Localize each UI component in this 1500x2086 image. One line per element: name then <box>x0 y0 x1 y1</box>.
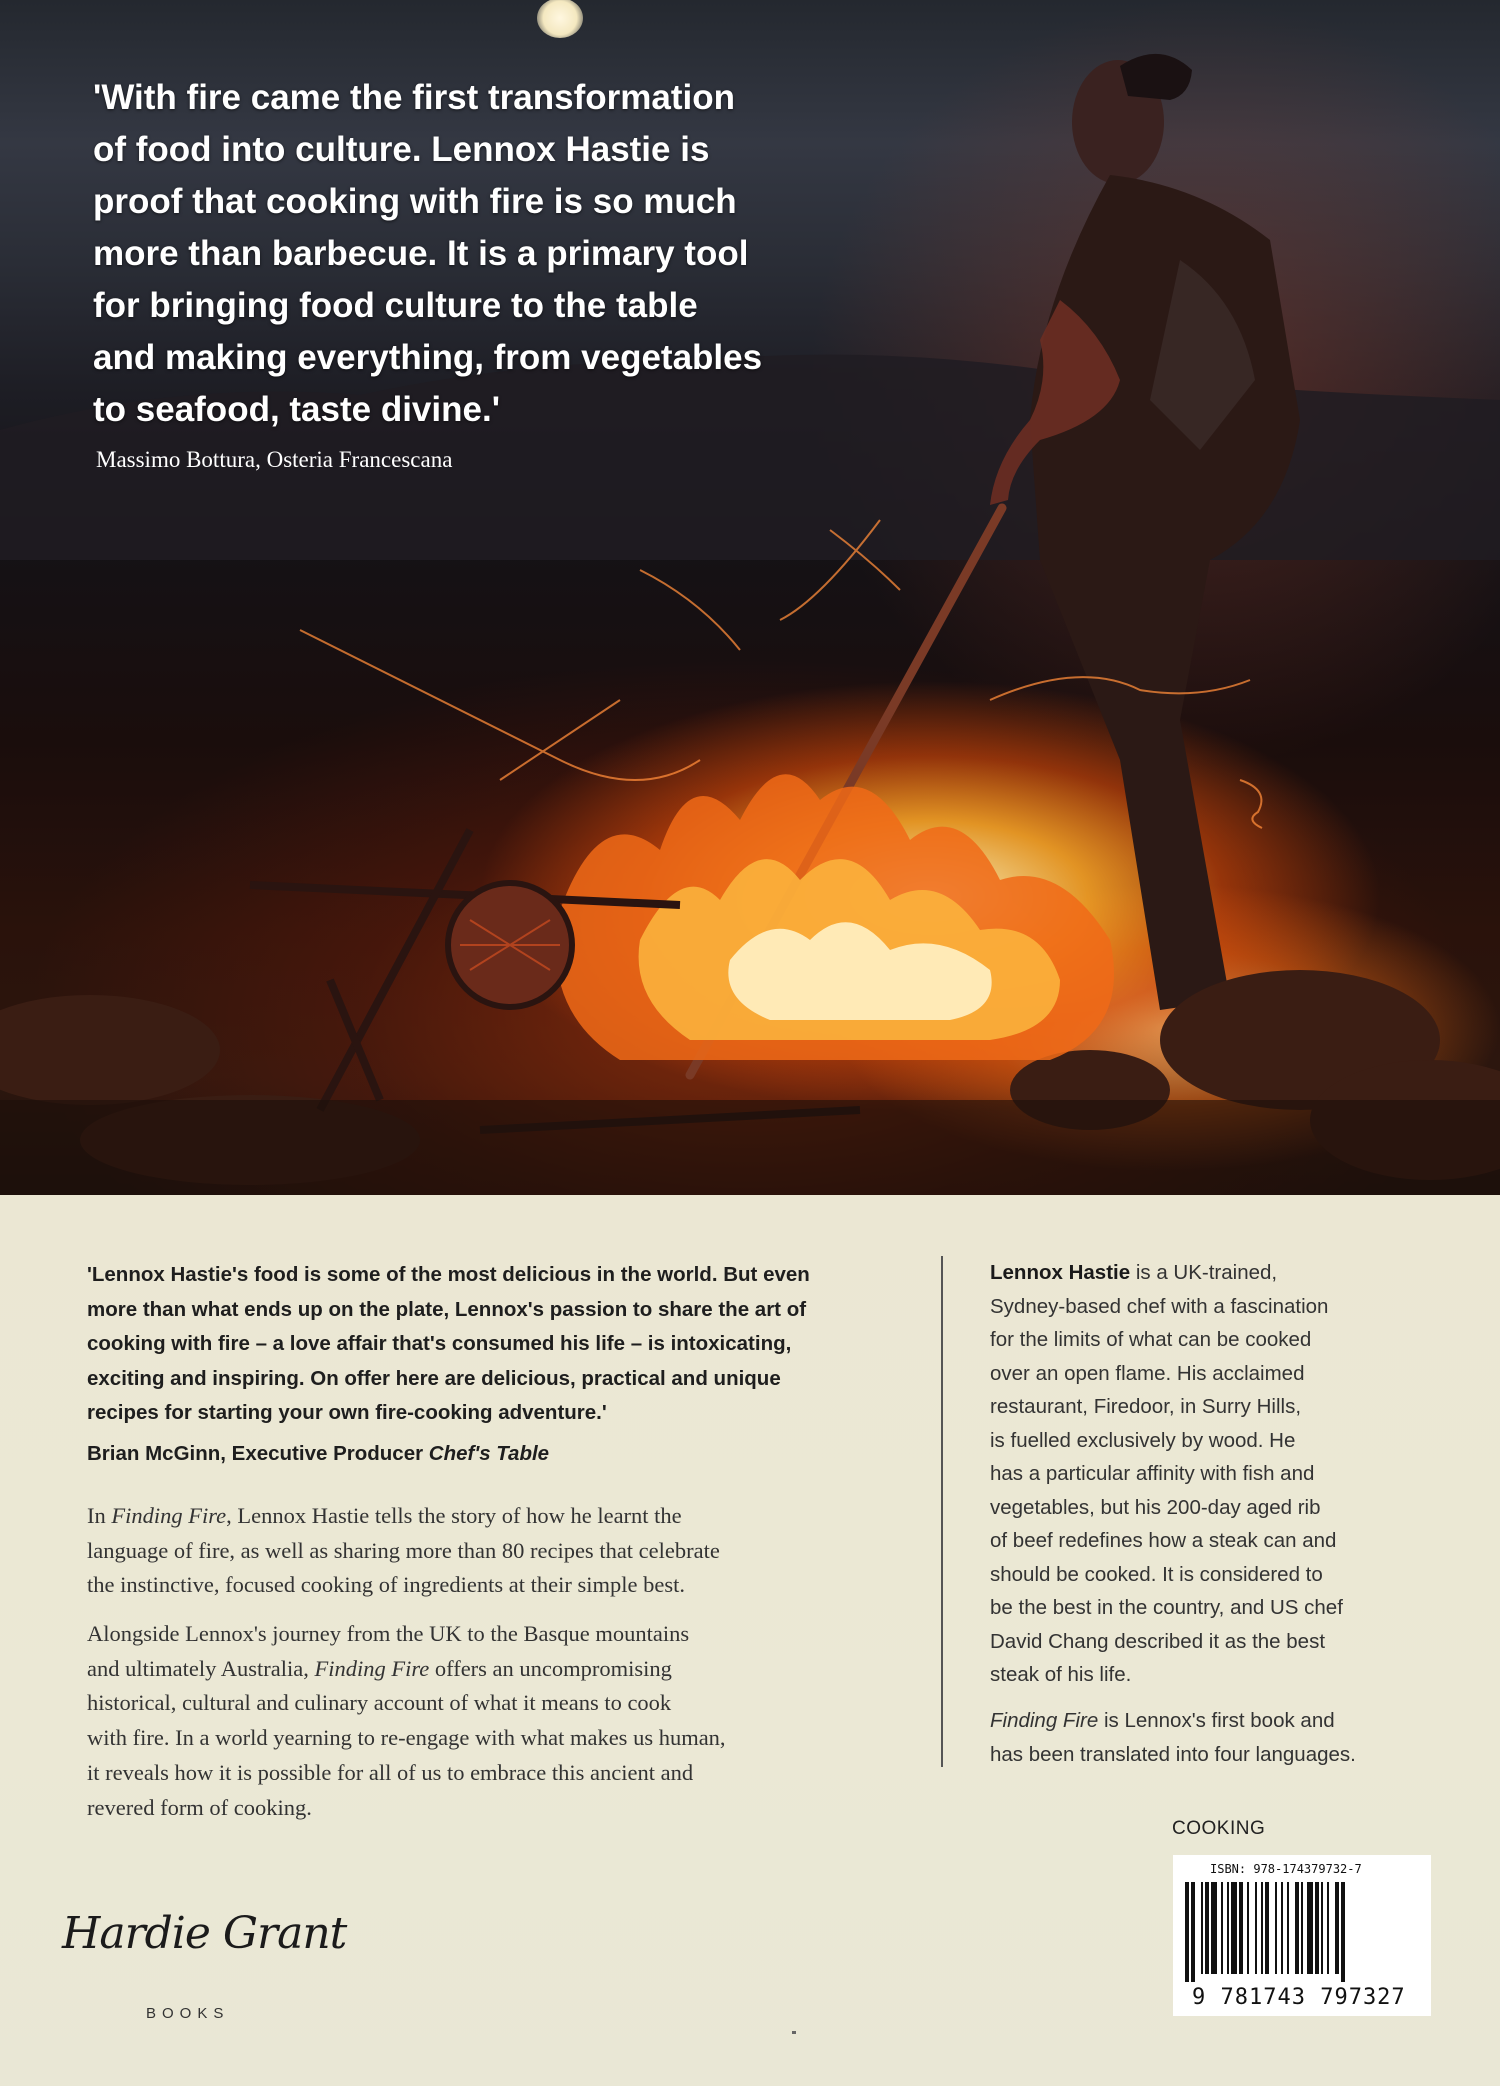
flames <box>556 774 1114 1060</box>
review-quote: 'Lennox Hastie's food is some of the most delicious in the world. But even more than what ends up on the plate, Lennox's passion to share the art of cooking with fire – a love affair that's consumed his life – is intoxicating, exciting and inspiring. On offer here are delicious, practical and unique recipes for starting your own fire-cooking adventure.' <box>87 1263 810 1424</box>
synopsis-2-rest: offers an uncompromising historical, cultural and culinary account of what it means to cook with fire. In a world yearning to re-engage with what makes us human, it reveals how it is possible for all of us to embrace this ancient and revered form of cooking. <box>87 1655 726 1820</box>
barcode-bar <box>1301 1882 1303 1974</box>
review-quote-attribution <box>87 1442 549 1466</box>
barcode-bar <box>1205 1882 1209 1974</box>
cover-quote: 'With fire came the first transformation of food into culture. Lennox Hastie is proof that cooking with fire is so much more than barbecue. It is a primary tool for bringing food culture to the table and making everything, from vegetables to seafood, taste divine.' <box>93 78 763 429</box>
print-dot <box>792 2031 796 2034</box>
barcode-bar <box>1315 1882 1319 1974</box>
embers <box>0 1100 1500 1195</box>
barcode-icon <box>1185 1882 1419 1982</box>
category-label: COOKING <box>1172 1818 1266 1839</box>
publisher-imprint: BOOKS <box>146 2005 230 2022</box>
synopsis-2-title: Finding Fire <box>314 1655 430 1681</box>
synopsis-2-prefix: Alongside Lennox's journey from the UK to the Basque mountains and ultimately Australia, <box>87 1621 690 1681</box>
barcode-bar <box>1307 1882 1313 1974</box>
barcode-bar <box>1191 1882 1195 1982</box>
synopsis-1-title: Finding Fire <box>111 1503 227 1528</box>
barcode-bar <box>1247 1882 1249 1974</box>
barcode-digits: 9 781743 797327 <box>1192 1985 1406 2010</box>
barcode-bar <box>1255 1882 1257 1974</box>
barcode-bar <box>1341 1882 1345 1982</box>
author-name: Lennox Hastie <box>990 1261 1131 1284</box>
barcode-bar <box>1275 1882 1277 1974</box>
synopsis-1-rest: , Lennox Hastie tells the story of how he learnt the language of fire, as well as sharing more than 80 recipes that celebrate the instinctive, focused cooking of ingredients at their simple best. <box>87 1503 720 1598</box>
column-divider <box>941 1256 943 1767</box>
synopsis-1-prefix: In <box>87 1503 112 1528</box>
attribution-name: Brian McGinn, Executive Producer <box>87 1442 429 1465</box>
cover-quote-attribution: Massimo Bottura, Osteria Francescana <box>96 447 453 472</box>
synopsis-paragraph-2 <box>87 1617 887 1825</box>
barcode-bar <box>1221 1882 1223 1974</box>
barcode-bar <box>1239 1882 1243 1974</box>
barcode-bar <box>1295 1882 1299 1974</box>
barcode-bar <box>1265 1882 1269 1974</box>
barcode-bar <box>1185 1882 1189 1982</box>
isbn-label: ISBN: 978-174379732-7 <box>1210 1862 1362 1876</box>
publisher-logo: Hardie Grant <box>62 1908 347 1959</box>
author-bio <box>990 1256 1450 1692</box>
barcode-bar <box>1335 1882 1339 1974</box>
barcode-bar <box>1261 1882 1263 1974</box>
author-bio-note <box>990 1704 1450 1771</box>
barcode-bar <box>1281 1882 1283 1974</box>
synopsis-paragraph-1 <box>87 1499 887 1603</box>
barcode-bar <box>1321 1882 1323 1974</box>
book-title: Finding Fire <box>990 1709 1099 1732</box>
barcode-bar <box>1201 1882 1203 1974</box>
barcode-bar <box>1231 1882 1237 1974</box>
barcode-bar <box>1287 1882 1289 1974</box>
attribution-show: Chef's Table <box>428 1442 550 1465</box>
barcode-bar <box>1211 1882 1217 1974</box>
author-bio-text: is a UK-trained, Sydney-based chef with a fascination for the limits of what can be cooked over an open flame. His acclaimed restaurant, Firedoor, in Surry Hills, is fuelled exclusively by wood. He has a particular affinity with fish and vegetables, but his 200-day aged rib of beef redefines how a steak can and should be cooked. It is considered to be the best in the country, and US chef David Chang described it as the best steak of his life. <box>990 1261 1343 1686</box>
barcode-bar <box>1227 1882 1229 1974</box>
book-note-text: is Lennox's first book and has been translated into four languages. <box>990 1709 1356 1766</box>
barcode-bar <box>1327 1882 1329 1974</box>
